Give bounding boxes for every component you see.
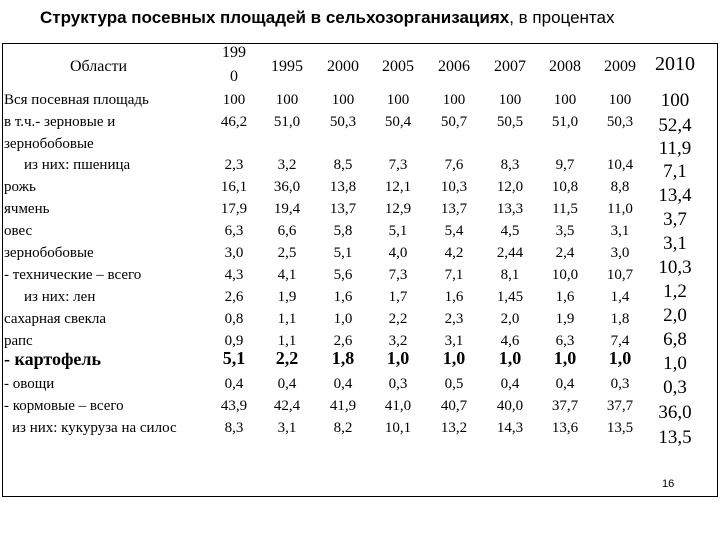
- column-header-year: 2006: [438, 58, 470, 75]
- cell-value: 100: [442, 92, 466, 108]
- cell-value: 4,1: [277, 267, 297, 283]
- row-label: сахарная свекла: [4, 311, 107, 327]
- row-label: - овощи: [4, 376, 55, 392]
- cell-value: 3,2: [277, 157, 297, 173]
- cell-value: 0,4: [277, 376, 297, 392]
- cell-value: 37,7: [606, 398, 634, 414]
- cell-value: 7,3: [388, 157, 408, 173]
- cell-value: 11,5: [552, 201, 578, 217]
- cell-value: 43,9: [220, 398, 248, 414]
- cell-value: 13,2: [440, 420, 468, 436]
- column-header-year: 2007: [494, 58, 526, 75]
- cell-value: 100: [331, 92, 355, 108]
- cell-value: 100: [498, 92, 522, 108]
- cell-value-2010: 3,7: [663, 209, 687, 230]
- row-label: овес: [4, 223, 33, 239]
- cell-value: 50,7: [440, 114, 468, 130]
- cell-value: 13,6: [551, 420, 579, 436]
- title-bold: Структура посевных площадей в сельхозорганизациях: [40, 8, 510, 27]
- cell-value: 9,7: [555, 157, 575, 173]
- cell-value: 0,4: [224, 376, 244, 392]
- row-label: зернобобовые: [4, 245, 94, 261]
- cell-value: 10,4: [606, 157, 634, 173]
- cell-value-2010: 10,3: [658, 257, 692, 278]
- cell-value: 0,4: [500, 376, 520, 392]
- cell-value: 2,2: [388, 311, 408, 327]
- cell-value: 8,8: [610, 179, 630, 195]
- cell-value: 8,1: [500, 267, 520, 283]
- cell-value: 1,0: [442, 348, 466, 368]
- cell-value-2010: 1,2: [663, 281, 687, 302]
- cell-value-2010: 1,0: [663, 353, 687, 374]
- cell-value: 1,0: [498, 348, 522, 368]
- cell-value: 51,0: [551, 114, 579, 130]
- cell-value: 5,6: [333, 267, 353, 283]
- cell-value: 12,9: [384, 201, 412, 217]
- cell-value: 1,0: [386, 348, 410, 368]
- cell-value: 0,3: [610, 376, 630, 392]
- row-label: Вся посевная площадь: [4, 92, 149, 108]
- column-header-year: 1995: [271, 58, 303, 75]
- title-rest: , в процентах: [509, 8, 615, 27]
- cell-value: 100: [275, 92, 299, 108]
- cell-value: 17,9: [220, 201, 248, 217]
- cell-value: 40,0: [496, 398, 524, 414]
- cell-value: 2,0: [500, 311, 520, 327]
- cell-value-2010: 6,8: [663, 329, 687, 350]
- cell-value-2010: 0,3: [663, 377, 687, 398]
- row-label: зернобобовые: [4, 136, 94, 152]
- cell-value: 1,0: [608, 348, 632, 368]
- cell-value: 0,3: [388, 376, 408, 392]
- cell-value: 2,44: [496, 245, 524, 261]
- cell-value: 12,0: [496, 179, 524, 195]
- cell-value: 41,9: [329, 398, 357, 414]
- cell-value-2010: 13,5: [658, 427, 692, 448]
- cell-value: 4,2: [444, 245, 464, 261]
- cell-value: 1,9: [277, 289, 297, 305]
- cell-value: 13,7: [440, 201, 468, 217]
- page-title: [40, 8, 614, 28]
- cell-value: 13,3: [496, 201, 524, 217]
- column-header-year: 199 0: [222, 44, 246, 85]
- cell-value: 50,5: [496, 114, 524, 130]
- cell-value: 11,0: [607, 201, 633, 217]
- cell-value-2010: 3,1: [663, 233, 687, 254]
- cell-value: 3,2: [388, 333, 408, 349]
- column-header-region: Области: [70, 58, 128, 75]
- cell-value-2010: 36,0: [658, 402, 692, 423]
- row-label: из них: пшеница: [24, 157, 131, 173]
- cell-value: 3,1: [444, 333, 464, 349]
- cell-value: 13,7: [329, 201, 357, 217]
- cell-value-2010: 11,9: [658, 138, 692, 159]
- cell-value: 4,5: [500, 223, 520, 239]
- cell-value: 42,4: [273, 398, 301, 414]
- cell-value: 50,3: [606, 114, 634, 130]
- row-label: из них: лен: [24, 289, 96, 305]
- cell-value: 6,3: [555, 333, 575, 349]
- cell-value: 50,4: [384, 114, 412, 130]
- cell-value: 2,2: [275, 348, 299, 368]
- cell-value: 2,4: [555, 245, 575, 261]
- cell-value: 6,6: [277, 223, 297, 239]
- cell-value: 5,1: [222, 348, 246, 368]
- cell-value: 7,3: [388, 267, 408, 283]
- cell-value: 1,45: [496, 289, 524, 305]
- cell-value: 1,9: [555, 311, 575, 327]
- cell-value: 1,6: [555, 289, 575, 305]
- cell-value: 8,3: [500, 157, 520, 173]
- column-header-year: 2010: [655, 53, 695, 75]
- cell-value: 3,1: [277, 420, 297, 436]
- cell-value: 10,7: [606, 267, 634, 283]
- cell-value: 1,8: [610, 311, 630, 327]
- row-label: в т.ч.- зерновые и: [4, 114, 116, 130]
- cell-value: 8,5: [333, 157, 353, 173]
- row-label: ячмень: [4, 201, 50, 217]
- cell-value: 2,3: [224, 157, 244, 173]
- cell-value-2010: 2,0: [663, 305, 687, 326]
- cell-value-2010: 100: [660, 90, 690, 111]
- cell-value: 36,0: [273, 179, 301, 195]
- cell-value-2010: 52,4: [658, 115, 692, 136]
- cell-value: 19,4: [273, 201, 301, 217]
- column-header-year: 2008: [549, 58, 581, 75]
- cell-value-2010: 13,4: [658, 185, 692, 206]
- cell-value: 1,1: [277, 333, 297, 349]
- row-label: - кормовые – всего: [4, 398, 124, 414]
- cell-value: 8,3: [224, 420, 244, 436]
- row-label: - картофель: [4, 349, 102, 369]
- page-number: 16: [662, 478, 675, 490]
- cell-value: 12,1: [384, 179, 412, 195]
- cell-value-2010: 7,1: [663, 161, 687, 182]
- cell-value: 0,8: [224, 311, 244, 327]
- cell-value: 100: [222, 92, 246, 108]
- cell-value: 0,5: [444, 376, 464, 392]
- cell-value: 1,8: [331, 348, 355, 368]
- cell-value: 13,8: [329, 179, 357, 195]
- row-label: рапс: [4, 333, 33, 349]
- cell-value: 100: [386, 92, 410, 108]
- cell-value: 4,3: [224, 267, 244, 283]
- cell-value: 5,1: [333, 245, 353, 261]
- cell-value: 51,0: [273, 114, 301, 130]
- cell-value: 1,6: [333, 289, 353, 305]
- cell-value: 14,3: [496, 420, 524, 436]
- column-header-year: 2005: [382, 58, 414, 75]
- cell-value: 1,4: [610, 289, 630, 305]
- cell-value: 2,6: [224, 289, 244, 305]
- cell-value: 1,0: [333, 311, 353, 327]
- cell-value: 5,1: [388, 223, 408, 239]
- cell-value: 46,2: [220, 114, 248, 130]
- cell-value: 7,1: [444, 267, 464, 283]
- cell-value: 4,6: [500, 333, 520, 349]
- cell-value: 3,1: [610, 223, 630, 239]
- cell-value: 3,5: [555, 223, 575, 239]
- cell-value: 7,6: [444, 157, 464, 173]
- cell-value: 1,6: [444, 289, 464, 305]
- cell-value: 5,8: [333, 223, 353, 239]
- cell-value: 40,7: [440, 398, 468, 414]
- cell-value: 50,3: [329, 114, 357, 130]
- cell-value: 37,7: [551, 398, 579, 414]
- cell-value: 8,2: [333, 420, 353, 436]
- column-header-year: 2009: [604, 58, 636, 75]
- cell-value: 10,0: [551, 267, 579, 283]
- cell-value: 0,4: [333, 376, 353, 392]
- cell-value: 2,5: [277, 245, 297, 261]
- row-label: - технические – всего: [4, 267, 142, 283]
- cell-value: 13,5: [606, 420, 634, 436]
- cell-value: 5,4: [444, 223, 464, 239]
- cell-value: 16,1: [220, 179, 248, 195]
- cell-value: 4,0: [388, 245, 408, 261]
- cell-value: 10,1: [384, 420, 412, 436]
- cell-value: 2,3: [444, 311, 464, 327]
- cell-value: 1,7: [388, 289, 408, 305]
- row-label: рожь: [4, 179, 36, 195]
- cell-value: 10,3: [440, 179, 468, 195]
- cell-value: 41,0: [384, 398, 412, 414]
- cell-value: 10,8: [551, 179, 579, 195]
- cell-value: 2,6: [333, 333, 353, 349]
- cell-value: 1,0: [553, 348, 577, 368]
- column-header-year: 2000: [327, 58, 359, 75]
- row-label: из них: кукуруза на силос: [12, 420, 177, 436]
- cell-value: 0,4: [555, 376, 575, 392]
- cell-value: 0,9: [224, 333, 244, 349]
- cell-value: 3,0: [224, 245, 244, 261]
- cell-value: 100: [553, 92, 577, 108]
- cell-value: 7,4: [610, 333, 630, 349]
- cell-value: 3,0: [610, 245, 630, 261]
- cell-value: 1,1: [277, 311, 297, 327]
- cell-value: 100: [608, 92, 632, 108]
- cell-value: 6,3: [224, 223, 244, 239]
